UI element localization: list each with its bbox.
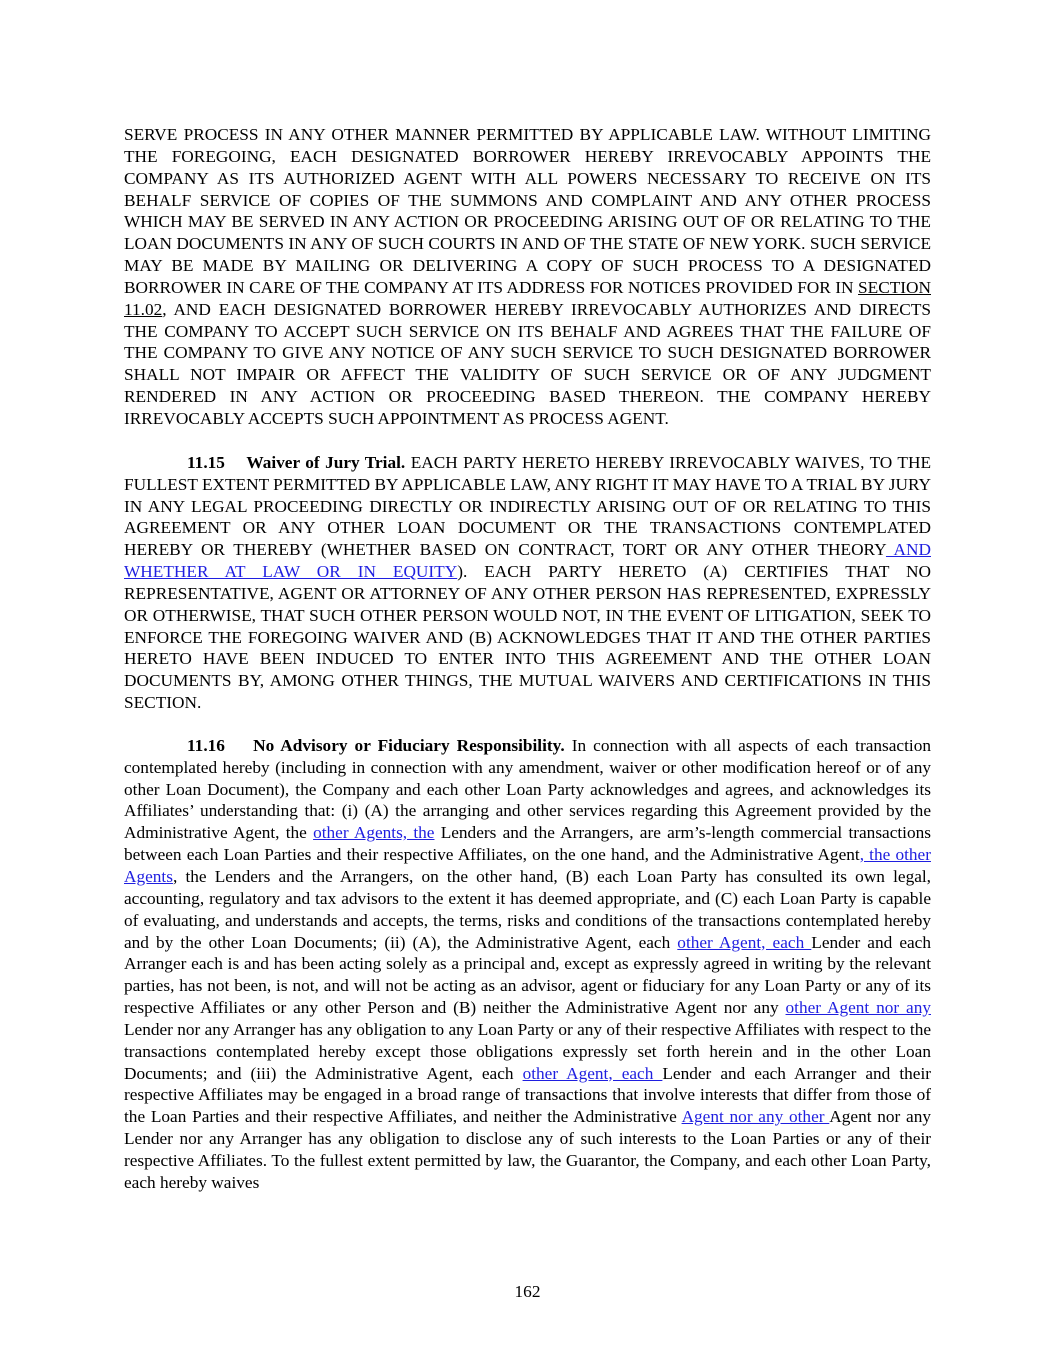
inserted-text: other Agent, each [522,1063,663,1083]
inserted-text: other Agents, the [313,823,435,843]
inserted-text: other Agent, each [677,932,812,952]
inserted-text: AND WHETHER AT LAW OR IN EQUITY [124,540,931,582]
page-number: 162 [514,1282,541,1301]
paragraph-process-agent: SERVE PROCESS IN ANY OTHER MANNER PERMITTED BY APPLICABLE LAW. WITHOUT LIMITING THE FOREGOING, EACH DESIGNATED BORROWER HEREBY IRREVOCABLY APPOINTS THE COMPANY AS ITS AUTHORIZED AGENT WITH ALL POWERS NECESSARY TO RECEIVE ON ITS BEHALF SERVICE OF COPIES OF THE SUMMONS AND COMPLAINT AND ANY OTHER PROCESS WHICH MAY BE SERVED IN ANY ACTION OR PROCEEDING ARISING OUT OF OR RELATING TO THE LOAN DOCUMENTS IN ANY OF SUCH COURTS IN AND OF THE STATE OF NEW YORK. SUCH SERVICE MAY BE MADE BY MAILING OR DELIVERING A COPY OF SUCH PROCESS TO A DESIGNATED BORROWER IN CARE OF THE COMPANY AT ITS ADDRESS FOR NOTICES PROVIDED FOR IN SECTION 11.02, AND EACH DESIGNATED BORROWER HEREBY IRREVOCABLY AUTHORIZES AND DIRECTS THE COMPANY TO ACCEPT SUCH SERVICE ON ITS BEHALF AND AGREES THAT THE FAILURE OF THE COMPANY TO GIVE ANY NOTICE OF ANY SUCH SERVICE TO SUCH DESIGNATED BORROWER SHALL NOT IMPAIR OR AFFECT THE VALIDITY OF SUCH SERVICE OR OF ANY JUDGMENT RENDERED IN ANY ACTION OR PROCEEDING BASED THEREON. THE COMPANY HEREBY IRREVOCABLY ACCEPTS SUCH APPOINTMENT AS PROCESS AGENT. [124,125,931,428]
paragraph-waiver-of-jury-trial: 11.15 Waiver of Jury Trial. EACH PARTY HERETO HEREBY IRREVOCABLY WAIVES, TO THE FULLEST EXTENT PERMITTED BY APPLICABLE LAW, ANY RIGHT IT MAY HAVE TO A TRIAL BY JURY IN ANY LEGAL PROCEEDING DIRECTLY OR INDIRECTLY ARISING OUT OF OR RELATING TO THIS AGREEMENT OR ANY OTHER LOAN DOCUMENT OR THE TRANSACTIONS CONTEMPLATED HEREBY OR THEREBY (WHETHER BASED ON CONTRACT, TORT OR ANY OTHER THEORY AND WHETHER AT LAW OR IN EQUITY). EACH PARTY HERETO (A) CERTIFIES THAT NO REPRESENTATIVE, AGENT OR ATTORNEY OF ANY OTHER PERSON HAS REPRESENTED, EXPRESSLY OR OTHERWISE, THAT SUCH OTHER PERSON WOULD NOT, IN THE EVENT OF LITIGATION, SEEK TO ENFORCE THE FOREGOING WAIVER AND (B) ACKNOWLEDGES THAT IT AND THE OTHER PARTIES HERETO HAVE BEEN INDUCED TO ENTER INTO THIS AGREEMENT AND THE OTHER LOAN DOCUMENTS BY, AMONG OTHER THINGS, THE MUTUAL WAIVERS AND CERTIFICATIONS IN THIS SECTION. [124,452,932,713]
inserted-text: Agent nor any other [681,1107,830,1127]
section-heading: 11.16 No Advisory or Fiduciary Responsibility. [187,735,565,755]
section-heading: 11.15 Waiver of Jury Trial. [187,452,406,472]
paragraph-no-advisory-responsibility: 11.16 No Advisory or Fiduciary Responsibility. In connection with all aspects of each transaction contemplated hereby (including in connection with any amendment, waiver or other modification hereof or of any other Loan Document), the Company and each other Loan Party acknowledges and agrees, and acknowledges its Affiliates’ understanding that: (i) (A) the arranging and other services regarding this Agreement provided by the Administrative Agent, the other Agents, the Lenders and the Arrangers, are arm’s-length commercial transactions between each Loan Parties and their respective Affiliates, on the one hand, and the Administrative Agent, the other Agents, the Lenders and the Arrangers, on the other hand, (B) each Loan Party has consulted its own legal, accounting, regulatory and tax advisors to the extent it has deemed appropriate, and (C) each Loan Party is capable of evaluating, and understands and accepts, the terms, risks and conditions of the transactions contemplated hereby and by the other Loan Documents; (ii) (A), the Administrative Agent, each other Agent, each Lender and each Arranger each is and has been acting solely as a principal and, except as expressly agreed in writing by the relevant parties, has not been, is not, and will not be acting as an advisor, agent or fiduciary for any Loan Party or any of its respective Affiliates or any other Person and (B) neither the Administrative Agent nor any other Agent nor any Lender nor any Arranger has any obligation to any Loan Party or any of their respective Affiliates with respect to the transactions contemplated hereby except those obligations expressly set forth herein and in the other Loan Documents; and (iii) the Administrative Agent, each other Agent, each Lender and each Arranger and their respective Affiliates may be engaged in a broad range of transactions that involve interests that differ from those of the Loan Parties and their respective Affiliates, and neither the Administrative Agent nor any other Agent nor any Lender nor any Arranger has any obligation to disclose any of such interests to the Loan Parties or any of their respective Affiliates. To the fullest extent permitted by law, the Guarantor, the Company, and each other Loan Party, each hereby waives [124,735,932,1192]
section-reference: SECTION 11.02 [124,277,931,319]
document-page [124,124,931,1194]
inserted-text: other Agent nor any [785,998,931,1018]
inserted-text: , the other Agents [124,845,931,886]
